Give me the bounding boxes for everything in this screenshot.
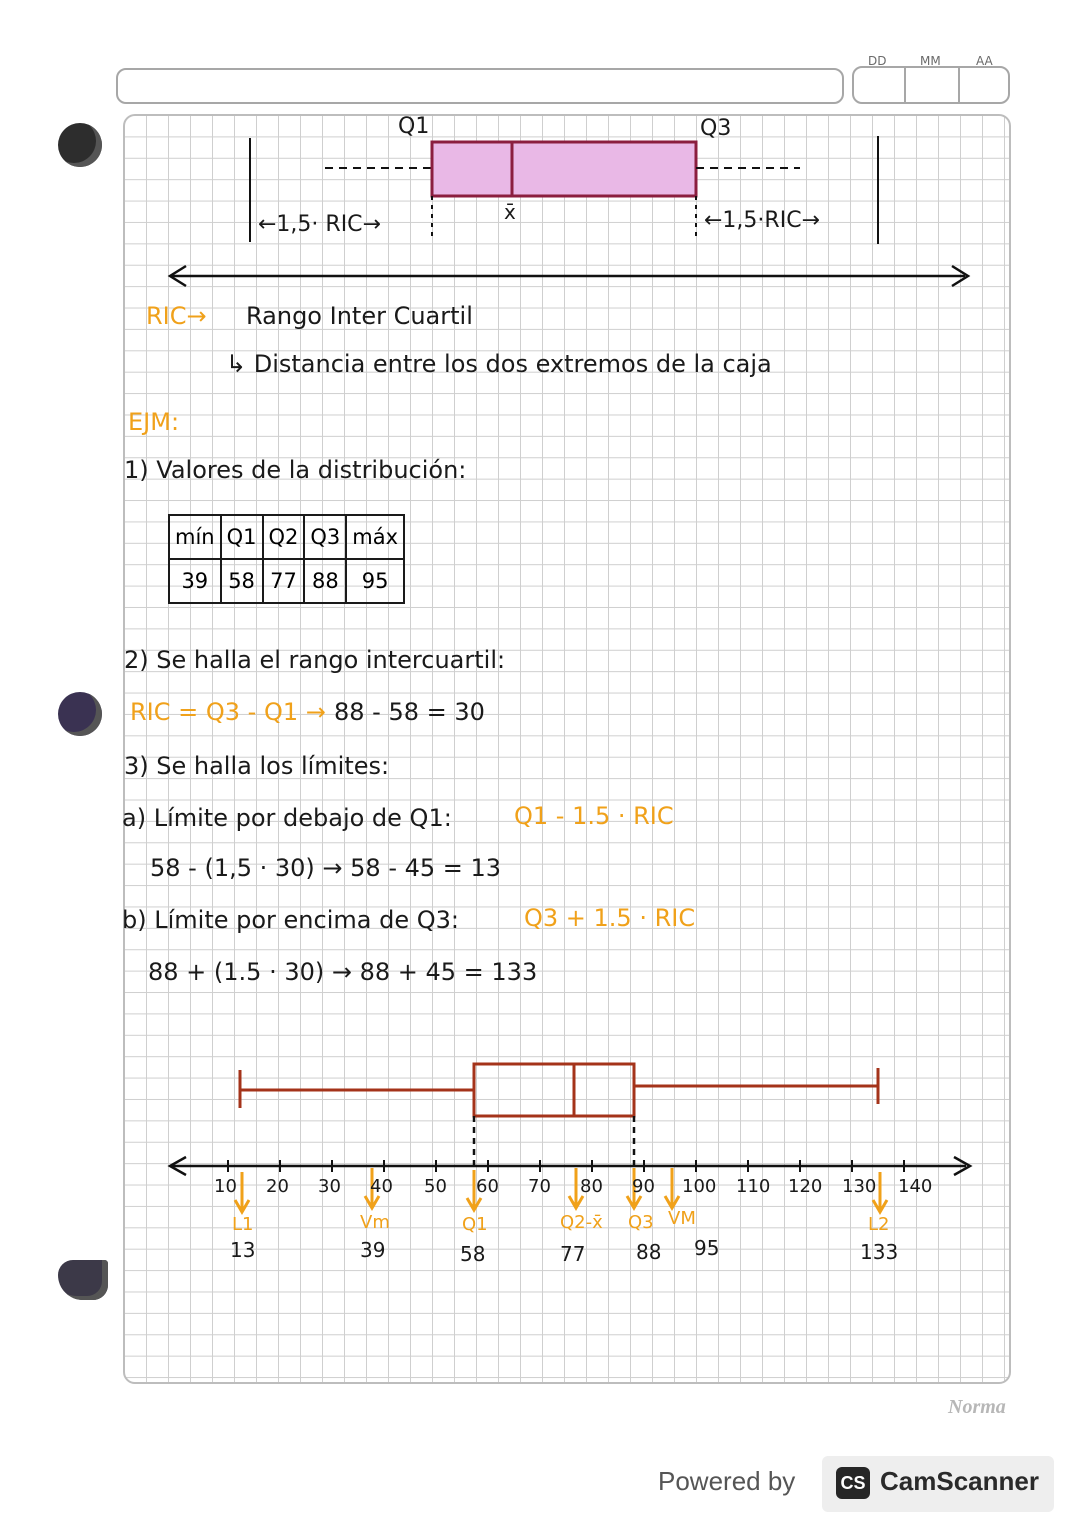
ric-definition: Rango Inter Cuartil xyxy=(246,302,473,330)
left-ric-label: ←1,5· RIC→ xyxy=(258,212,381,237)
ric-abbrev: RIC→ xyxy=(146,302,207,330)
axis-tick-label: 20 xyxy=(266,1176,289,1197)
upper-limit-calculation: 88 + (1.5 · 30) → 88 + 45 = 133 xyxy=(148,958,538,986)
camscanner-name: CamScanner xyxy=(880,1466,1039,1496)
powered-by-text: Powered by xyxy=(658,1466,796,1496)
table-header-cell: mín xyxy=(169,515,221,559)
table-header-cell: Q1 xyxy=(221,515,263,559)
marker-label: Q1 xyxy=(462,1214,488,1235)
axis-tick-label: 100 xyxy=(682,1176,717,1197)
marker-label: L1 xyxy=(232,1214,254,1235)
table-header-cell: Q3 xyxy=(304,515,346,559)
table-cell: 88 xyxy=(304,559,346,603)
table-cell: 77 xyxy=(263,559,305,603)
q1-label: Q1 xyxy=(398,114,430,139)
table-cell: 58 xyxy=(221,559,263,603)
marker-value: 77 xyxy=(560,1242,586,1266)
step-2-title: 2) Se halla el rango intercuartil: xyxy=(124,646,506,674)
marker-label: Q3 xyxy=(628,1212,654,1233)
step-3-title: 3) Se halla los límites: xyxy=(124,752,390,780)
table-header-cell: máx xyxy=(346,515,404,559)
axis-tick-label: 30 xyxy=(318,1176,341,1197)
marker-label: L2 xyxy=(868,1214,890,1235)
axis-tick-label: 80 xyxy=(580,1176,603,1197)
table-header-cell: Q2 xyxy=(263,515,305,559)
marker-value: 13 xyxy=(230,1238,256,1262)
axis-tick-label: 130 xyxy=(842,1176,877,1197)
axis-tick-label: 120 xyxy=(788,1176,823,1197)
camscanner-logo-icon: CS xyxy=(836,1467,870,1499)
marker-value: 39 xyxy=(360,1238,386,1262)
lower-limit-label: a) Límite por debajo de Q1: xyxy=(122,804,452,832)
marker-value: 95 xyxy=(694,1236,720,1260)
table-cell: 39 xyxy=(169,559,221,603)
right-ric-label: ←1,5·RIC→ xyxy=(704,208,820,233)
q3-label: Q3 xyxy=(700,116,732,141)
ric-description: ↳ Distancia entre los dos extremos de la caja xyxy=(226,350,772,378)
upper-limit-label: b) Límite por encima de Q3: xyxy=(122,906,459,934)
marker-value: 58 xyxy=(460,1242,486,1266)
axis-tick-label: 50 xyxy=(424,1176,447,1197)
axis-tick-label: 140 xyxy=(898,1176,933,1197)
lower-limit-calculation: 58 - (1,5 · 30) → 58 - 45 = 13 xyxy=(150,854,502,882)
upper-limit-formula: Q3 + 1.5 · RIC xyxy=(524,904,696,932)
marker-value: 133 xyxy=(860,1240,899,1264)
axis-tick-label: 60 xyxy=(476,1176,499,1197)
date-year-label: AA xyxy=(976,54,993,68)
ric-calculation: 88 - 58 = 30 xyxy=(334,698,485,726)
table-cell: 95 xyxy=(346,559,404,603)
axis-tick-label: 90 xyxy=(632,1176,655,1197)
axis-tick-label: 40 xyxy=(370,1176,393,1197)
marker-label: Q2-x̄ xyxy=(560,1212,603,1233)
example-heading: EJM: xyxy=(128,408,180,436)
marker-value: 88 xyxy=(636,1240,662,1264)
date-month-label: MM xyxy=(920,54,941,68)
date-day-label: DD xyxy=(868,54,887,68)
ric-formula: RIC = Q3 - Q1 → xyxy=(130,698,326,726)
marker-label: Vm xyxy=(360,1212,390,1233)
lower-limit-formula: Q1 - 1.5 · RIC xyxy=(514,802,674,830)
mean-label: x̄ xyxy=(504,200,516,224)
axis-tick-label: 110 xyxy=(736,1176,771,1197)
axis-tick-label: 10 xyxy=(214,1176,237,1197)
notebook-brand-logo: Norma xyxy=(948,1396,1006,1418)
marker-label: VM xyxy=(668,1208,696,1229)
step-1-title: 1) Valores de la distribución: xyxy=(124,456,467,484)
axis-tick-label: 70 xyxy=(528,1176,551,1197)
